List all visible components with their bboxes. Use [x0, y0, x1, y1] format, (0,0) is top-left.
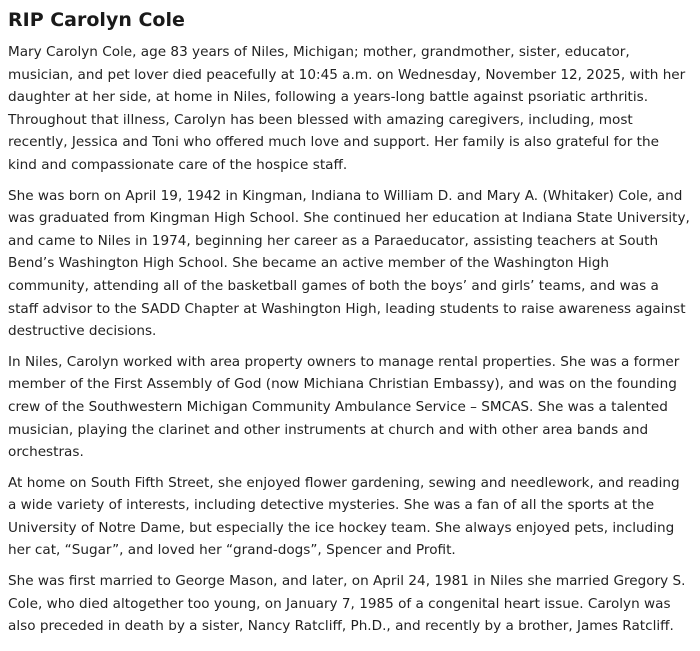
paragraph-hobbies: At home on South Fifth Street, she enjoyed flower gardening, sewing and needlework, and reading a wide variety of interests, including detective mysteries. She was a fan of all the sports at the University of Notre Dame, but especially the ice hockey team. She always enjoyed pets, including her cat, “Sugar”, and loved her “grand-dogs”, Spencer and Profit.	[8, 474, 680, 559]
paragraph-niles-work: In Niles, Carolyn worked with area property owners to manage rental properties. She was a former member of the First Assembly of God (now Michiana Christian Embassy), and was on the founding crew of the Southwestern Michigan Community Ambulance Service – SMCAS. She was a talented musician, playing the clarinet and other instruments at church and with other area bands and orchestras.	[8, 353, 680, 461]
page-title: RIP Carolyn Cole	[8, 9, 185, 31]
paragraph-intro: Mary Carolyn Cole, age 83 years of Niles, Michigan; mother, grandmother, sister, educator, musician, and pet lover died peacefully at 10:45 a.m. on Wednesday, November 12, 2025, with her daughter at her side, at home in Niles, following a years-long battle against psoriatic arthritis. Throughout that illness, Carolyn has been blessed with amazing caregivers, including, most recently, Jessica and Toni who offered much love and support. Her family is also grateful for the kind and compassionate care of the hospice staff.	[8, 44, 686, 173]
paragraph-family: She was first married to George Mason, and later, on April 24, 1981 in Niles she married Gregory S. Cole, who died altogether too young, on January 7, 1985 of a congenital heart issue. Carolyn was also preceded in death by a sister, Nancy Ratcliff, Ph.D., and recently by a brother, James Ratcliff.	[8, 573, 686, 635]
paragraph-early-life: She was born on April 19, 1942 in Kingman, Indiana to William D. and Mary A. (Whitaker) Cole, and was graduated from Kingman High School. She continued her education at Indiana State University, and came to Niles in 1974, beginning her career as a Paraeducator, assisting teachers at South Bend’s Washington High School. She became an active member of the Washington High community, attending all of the basketball games of both the boys’ and girls’ teams, and was a staff advisor to the SADD Chapter at Washington High, leading students to raise awareness against destructive decisions.	[8, 187, 690, 340]
